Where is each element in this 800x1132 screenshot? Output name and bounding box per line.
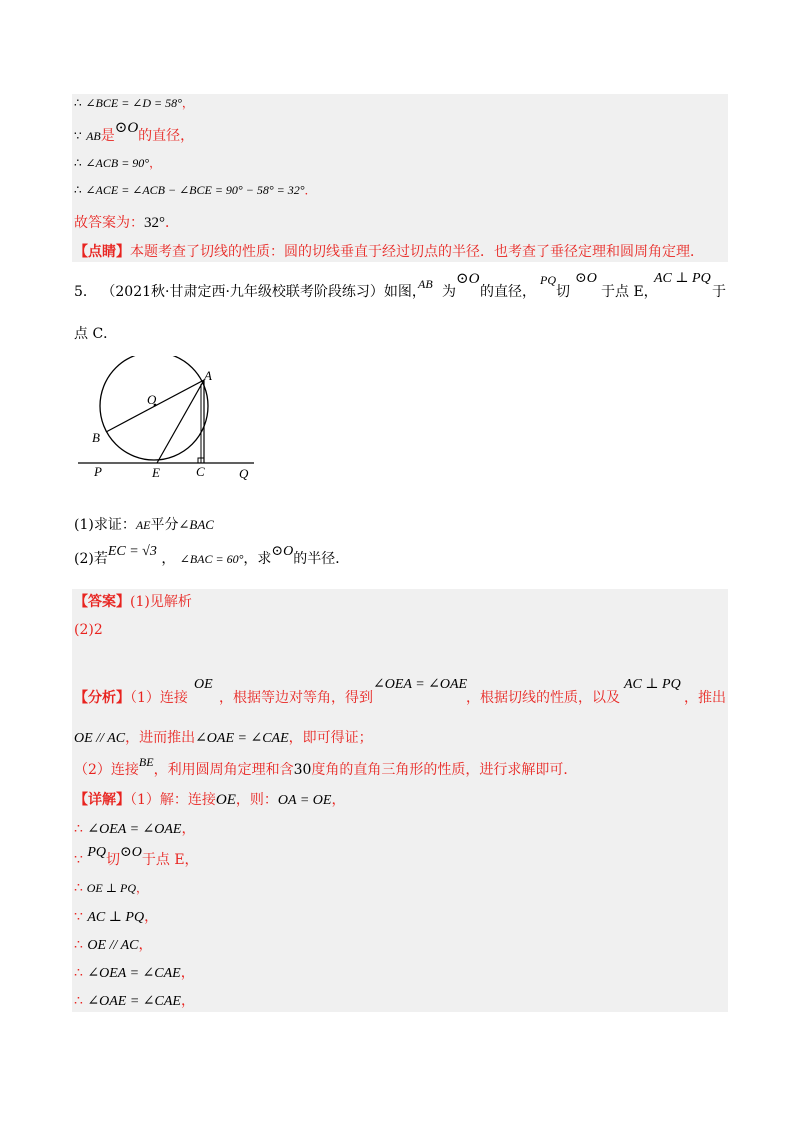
label-q: Q [239, 466, 249, 481]
answer-line-2: (2)2 [74, 622, 103, 638]
solution-line-1: ∴ ∠BCE = ∠D = 58°， [74, 96, 194, 110]
problem-math-circle2: ⊙O [575, 271, 597, 286]
detail-step-3: ∴ OE ⊥ PQ， [74, 880, 149, 896]
label-a: A [204, 368, 212, 383]
question-2: (2)若EC = √3 ， ∠BAC = 60°，求⊙O的半径． [74, 544, 350, 567]
label-b: B [92, 430, 100, 445]
circle-o [100, 356, 208, 460]
detail-step-7: ∴ ∠OAE = ∠CAE， [74, 993, 195, 1009]
problem-text-diameter: 的直径， [480, 284, 536, 300]
label-p: P [94, 464, 102, 479]
problem-math-pq: PQ [540, 273, 556, 287]
problem-text-wei: 为 [442, 284, 456, 300]
analysis-line-3: （2）连接BE，利用圆周角定理和含30度角的直角三角形的性质，进行求解即可． [74, 755, 578, 778]
problem-text-at-e: 于点 E， [601, 284, 658, 300]
problem-text-yu: 于 [712, 284, 726, 300]
solution-block-top [72, 94, 728, 262]
analysis-text-3: ，根据切线的性质，以及 [466, 690, 620, 706]
problem-math-circle: ⊙O [456, 271, 480, 287]
problem-text-qie: 切 [556, 284, 570, 300]
analysis-text-4: ，推出 [684, 690, 726, 706]
analysis-line-1: 【分析】（1）连接 [74, 690, 188, 706]
answer-tag-line: 【答案】(1)见解析 [74, 594, 192, 610]
problem-line-2: 点 C． [74, 326, 118, 342]
problem-header: 5． （2021秋·甘肃定西·九年级校联考阶段练习）如图， [74, 284, 426, 300]
detail-step-6: ∴ ∠OEA = ∠CAE， [74, 965, 195, 981]
answer-line: 故答案为：32°． [74, 215, 179, 231]
label-o: O [147, 392, 157, 407]
geometry-figure [70, 356, 260, 486]
detail-step-5: ∴ OE // AC， [74, 937, 153, 953]
detail-step-4: ∵ AC ⊥ PQ， [74, 909, 159, 925]
analysis-text-2: ，根据等边对等角，得到 [219, 690, 373, 706]
detail-line-1: 【详解】（1）解：连接OE，则：OA = OE， [74, 792, 346, 808]
problem-math-ab: AB [418, 277, 433, 291]
analysis-line-2: OE // AC，进而推出∠OAE = ∠CAE，即可得证； [74, 730, 373, 746]
comment-line: 【点睛】本题考查了切线的性质：圆的切线垂直于经过切点的半径．也考查了垂径定理和圆周角定理． [74, 244, 704, 260]
problem-math-perp: AC ⊥ PQ [654, 271, 711, 286]
detail-step-2: ∵ PQ切⊙O于点 E， [74, 845, 199, 868]
analysis-math-perp: AC ⊥ PQ [624, 677, 681, 692]
detail-step-1: ∴ ∠OEA = ∠OAE， [74, 821, 196, 837]
solution-line-4: ∴ ∠ACE = ∠ACB − ∠BCE = 90° − 58° = 32°． [74, 183, 317, 197]
label-c: C [196, 464, 205, 479]
analysis-math-angles: ∠OEA = ∠OAE [373, 677, 468, 692]
solution-line-2: ∵ AB是⊙O的直径， [74, 120, 195, 144]
solution-line-3: ∴ ∠ACB = 90°， [74, 156, 162, 170]
question-1: (1)求证：AE平分∠BAC [74, 517, 214, 533]
analysis-math-oe: OE [194, 677, 213, 692]
label-e: E [152, 465, 160, 480]
